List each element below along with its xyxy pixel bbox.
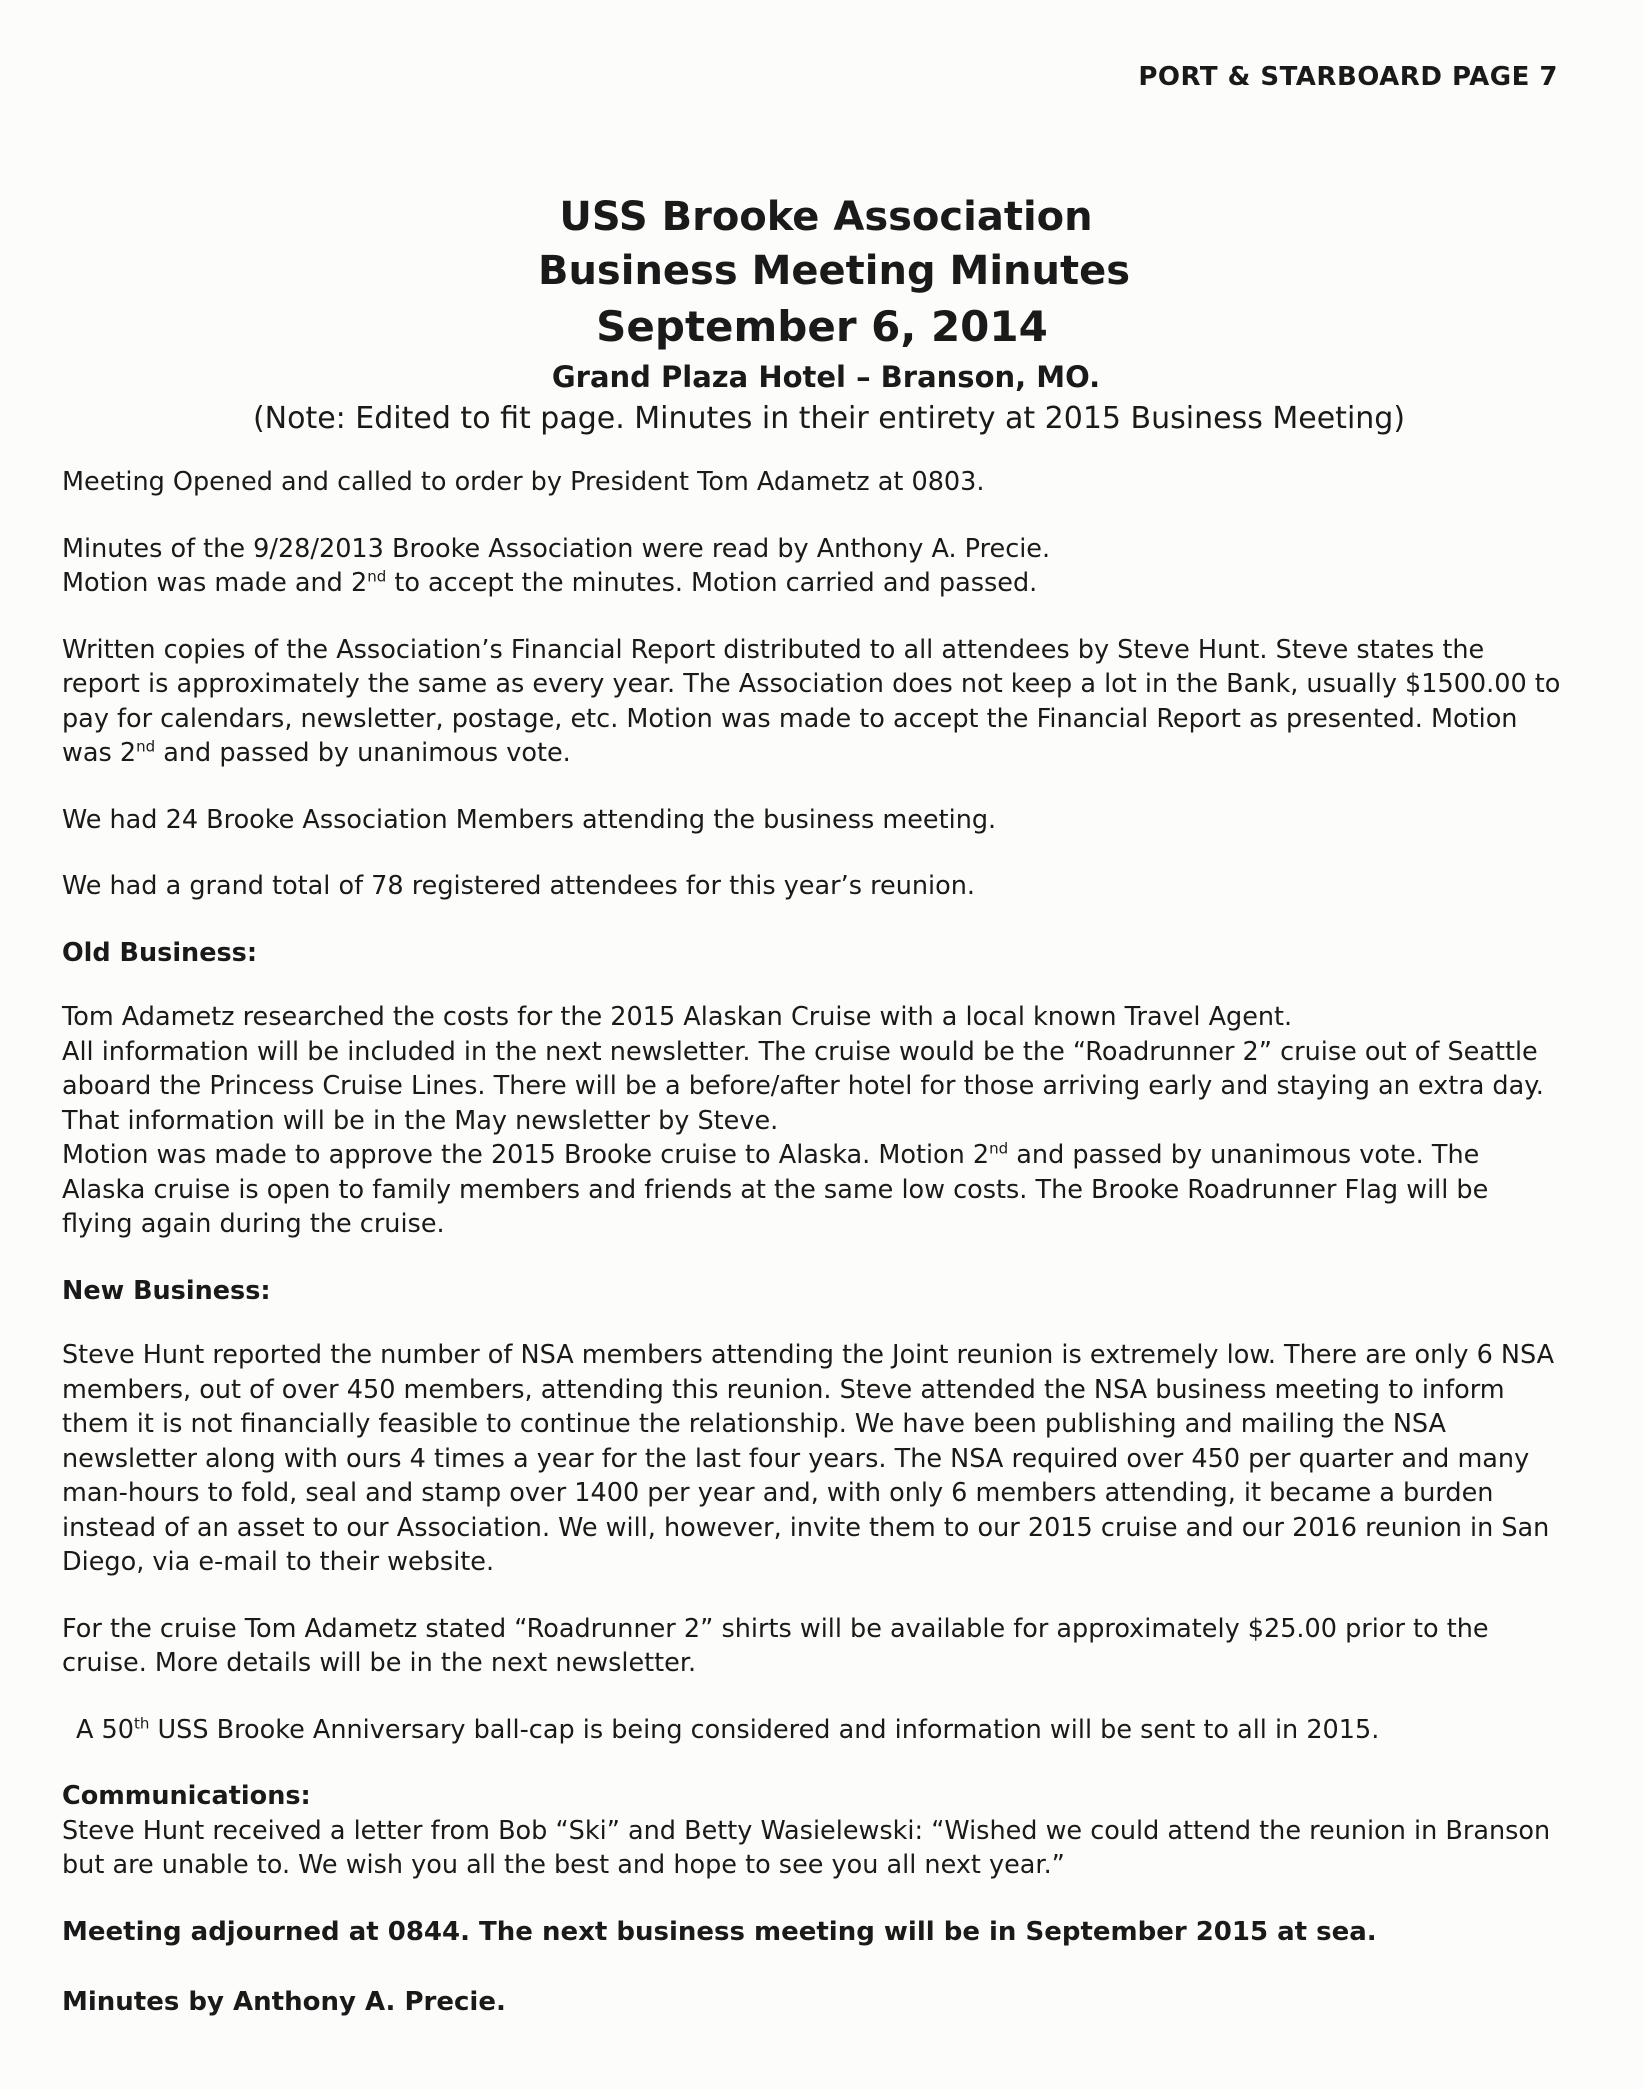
prior-minutes-motion <box>62 568 1037 598</box>
communications-heading: Communications: <box>62 1781 311 1811</box>
old-business-paragraph <box>62 1000 1562 1242</box>
new-business-heading: New Business: <box>62 1275 271 1306</box>
opening-paragraph: Meeting Opened and called to order by President Tom Adametz at 0803. <box>62 467 985 497</box>
financial-text: and passed by unanimous vote. <box>155 738 571 768</box>
motion-text: Motion was made to approve the 2015 Brooke cruise to Alaska. Motion 2 <box>62 1140 990 1170</box>
motion-text: and passed by unanimous vote. The Alaska cruise is open to family members and friends at the same low costs. The Brooke Roadrunner Flag will be flying again during the cruise. <box>62 1140 1489 1239</box>
ordinal-suffix: nd <box>367 567 387 586</box>
minutes-body <box>62 465 1562 2056</box>
ball-cap-text: USS Brooke Anniversary ball-cap is being considered and information will be sent to all in 2015. <box>149 1714 1380 1745</box>
meeting-date: September 6, 2014 <box>596 302 1048 351</box>
prior-minutes-line: Minutes of the 9/28/2013 Brooke Association were read by Anthony A. Precie. <box>62 533 1051 564</box>
document-title: Business Meeting Minutes <box>537 248 1131 294</box>
running-header: PORT & STARBOARD PAGE 7 <box>1138 62 1558 92</box>
members-attending-paragraph: We had 24 Brooke Association Members attending the business meeting. <box>62 804 997 835</box>
ball-cap-text: A 50 <box>76 1714 134 1745</box>
edit-note: (Note: Edited to fit page. Minutes in their entirety at 2015 Business Meeting) <box>252 401 1406 436</box>
adjournment-line: Meeting adjourned at 0844. The next business meeting will be in September 2015 at sea. <box>62 1916 1377 1947</box>
old-business-motion <box>62 1140 1488 1239</box>
financial-text: Written copies of the Association’s Financial Report distributed to all attendees by Steve Hunt. Steve states the report is approximately the same as every year. The Association does not keep a lot in the Bank, usually $1500.00 to pay for calendars, newsletter, postage, etc. Motion was made to accept the Financial Report as presented. Motion was 2 <box>62 634 1561 768</box>
ordinal-suffix: nd <box>989 1139 1009 1158</box>
old-business-heading: Old Business: <box>62 937 258 968</box>
old-business-line: Tom Adametz researched the costs for the 2015 Alaskan Cruise with a local known Travel Agent. <box>62 1002 1293 1032</box>
communications-paragraph: Steve Hunt received a letter from Bob “Ski” and Betty Wasielewski: “Wished we could attend the reunion in Branson but are unable to. We wish you all the best and hope to see you all next year.” <box>62 1815 1551 1880</box>
prior-minutes-paragraph <box>62 532 1562 601</box>
new-business-paragraph: Steve Hunt reported the number of NSA members attending the Joint reunion is extremely low. There are only 6 NSA members, out of over 450 members, attending this reunion. Steve attended the NSA business meeting to inform them it is not financially feasible to continue the relationship. We have been publishing and mailing the NSA newsletter along with ours 4 times a year for the last four years. The NSA required over 450 per quarter and many man-hours to fold, seal and stamp over 1400 per year and, with only 6 members attending, it became a burden instead of an asset to our Association. We will, however, invite them to our 2015 cruise and our 2016 reunion in San Diego, via e-mail to their website. <box>62 1340 1555 1577</box>
old-business-line: All information will be included in the next newsletter. The cruise would be the “Roadrunner 2” cruise out of Seattle aboard the Princess Cruise Lines. There will be a before/after hotel for those arriving early and staying an extra day. That information will be in the May newsletter by Steve. <box>62 1036 1544 1136</box>
ordinal-suffix: th <box>134 1714 150 1732</box>
motion-text: to accept the minutes. Motion carried and passed. <box>386 568 1038 598</box>
meeting-venue: Grand Plaza Hotel – Branson, MO. <box>551 360 1101 394</box>
total-attendees-paragraph: We had a grand total of 78 registered attendees for this year’s reunion. <box>62 871 975 901</box>
minutes-signature: Minutes by Anthony A. Precie. <box>62 1987 506 2017</box>
title-block <box>0 190 1644 440</box>
organization-title: USS Brooke Association <box>559 194 1093 240</box>
ordinal-suffix: nd <box>136 737 156 756</box>
motion-text: Motion was made and 2 <box>62 568 368 598</box>
ball-cap-paragraph <box>62 1713 1562 1748</box>
financial-report-paragraph <box>62 633 1562 771</box>
cruise-shirts-paragraph: For the cruise Tom Adametz stated “Roadrunner 2” shirts will be available for approximately $25.00 prior to the cruise. More details will be in the next newsletter. <box>62 1613 1489 1678</box>
